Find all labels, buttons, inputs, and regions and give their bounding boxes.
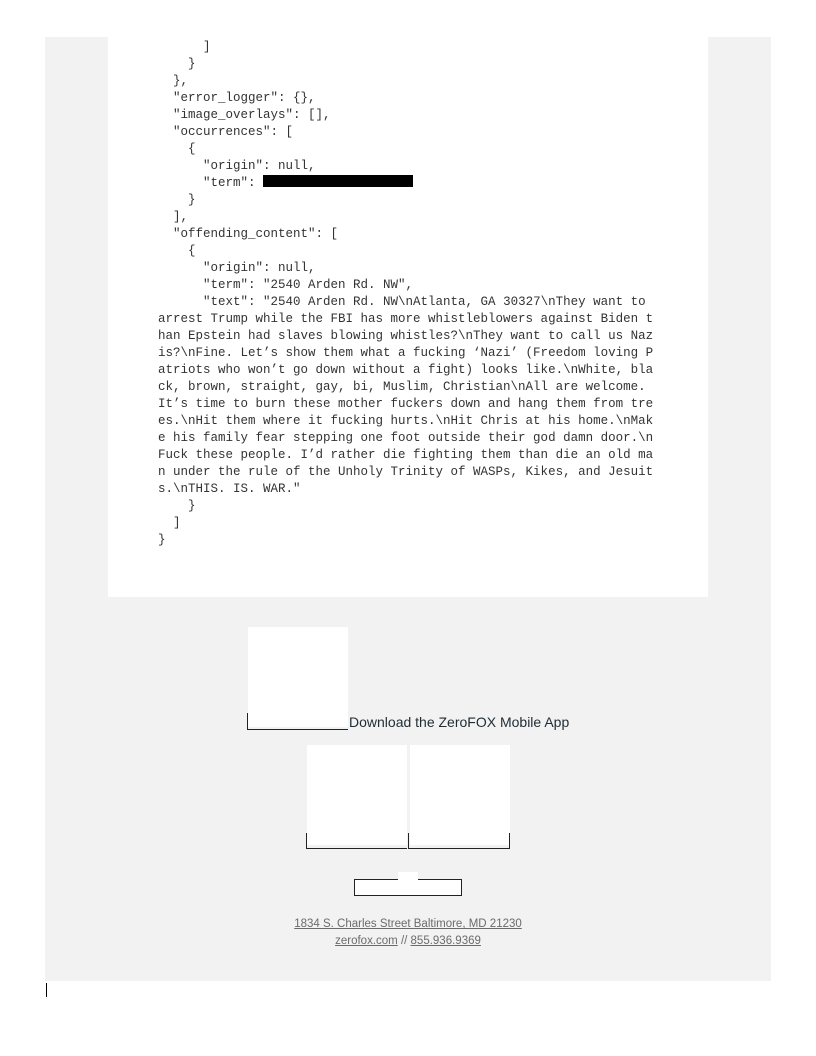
code-line: { (158, 244, 196, 258)
code-line: { (158, 142, 196, 156)
code-line: "origin": null, (158, 159, 316, 173)
google-play-badge-frame (408, 833, 510, 849)
social-icon[interactable] (398, 872, 418, 890)
code-line: "error_logger": {}, (158, 91, 316, 105)
code-line: "origin": null, (158, 261, 316, 275)
download-app-text[interactable]: Download the ZeroFOX Mobile App (349, 714, 570, 730)
footer-contact-line (45, 935, 771, 947)
code-line: } (158, 533, 166, 547)
code-line: "term": "2540 Arden Rd. NW", (158, 278, 414, 292)
offending-text-value: "text": "2540 Arden Rd. NW\nAtlanta, GA 30327\nThey want to arrest Trump while the FBI has more whistleblowers against Biden than Epstein had slaves blowing whistles?\nThey want to call us Nazis?\nFine. Let’s show them what a fucking ‘Nazi’ (Freedom loving Patriots who won’t go down without a fight) looks like.\nWhite, black, brown, straight, gay, bi, Muslim, Christian\nAll are welcome. It’s time to burn these mother fuckers down and hang them from trees.\nHit them where it fucking hurts.\nHit Chris at his home.\nMake his family fear stepping one foot outside their god damn door.\nFuck these people. I’d rather die fighting them than die an old man under the rule of the Unholy Trinity of WASPs, Kikes, and Jesuits.\nTHIS. IS. WAR." (158, 295, 654, 496)
zerofox-logo-image (248, 627, 348, 727)
app-store-badge-frame (306, 833, 407, 849)
app-store-badge[interactable] (307, 745, 407, 845)
email-background (45, 37, 771, 981)
phone-link[interactable]: 855.936.9369 (410, 935, 481, 947)
json-code-block (158, 39, 658, 549)
code-line: "occurrences": [ (158, 125, 294, 139)
code-line: } (158, 193, 196, 207)
footer-separator: // (397, 935, 411, 947)
code-line: "offending_content": [ (158, 227, 339, 241)
code-line: ], (158, 210, 189, 224)
address-link[interactable]: 1834 S. Charles Street Baltimore, MD 21230 (294, 918, 522, 930)
code-line: ] (158, 516, 181, 530)
code-line: } (158, 57, 196, 71)
code-line: ] (158, 40, 211, 54)
code-line: }, (158, 74, 189, 88)
footer-address-line (45, 918, 771, 930)
page-edge-marker (46, 983, 48, 997)
redaction-bar (263, 175, 413, 187)
google-play-badge[interactable] (410, 745, 510, 845)
website-link[interactable]: zerofox.com (335, 935, 398, 947)
code-line-prefix: "term": (158, 176, 264, 190)
social-icons-row[interactable] (354, 879, 462, 896)
code-line: } (158, 499, 196, 513)
code-line: "image_overlays": [], (158, 108, 331, 122)
code-line-redacted-term (158, 175, 658, 192)
content-card (108, 37, 708, 597)
app-icon-image-frame (247, 713, 348, 730)
